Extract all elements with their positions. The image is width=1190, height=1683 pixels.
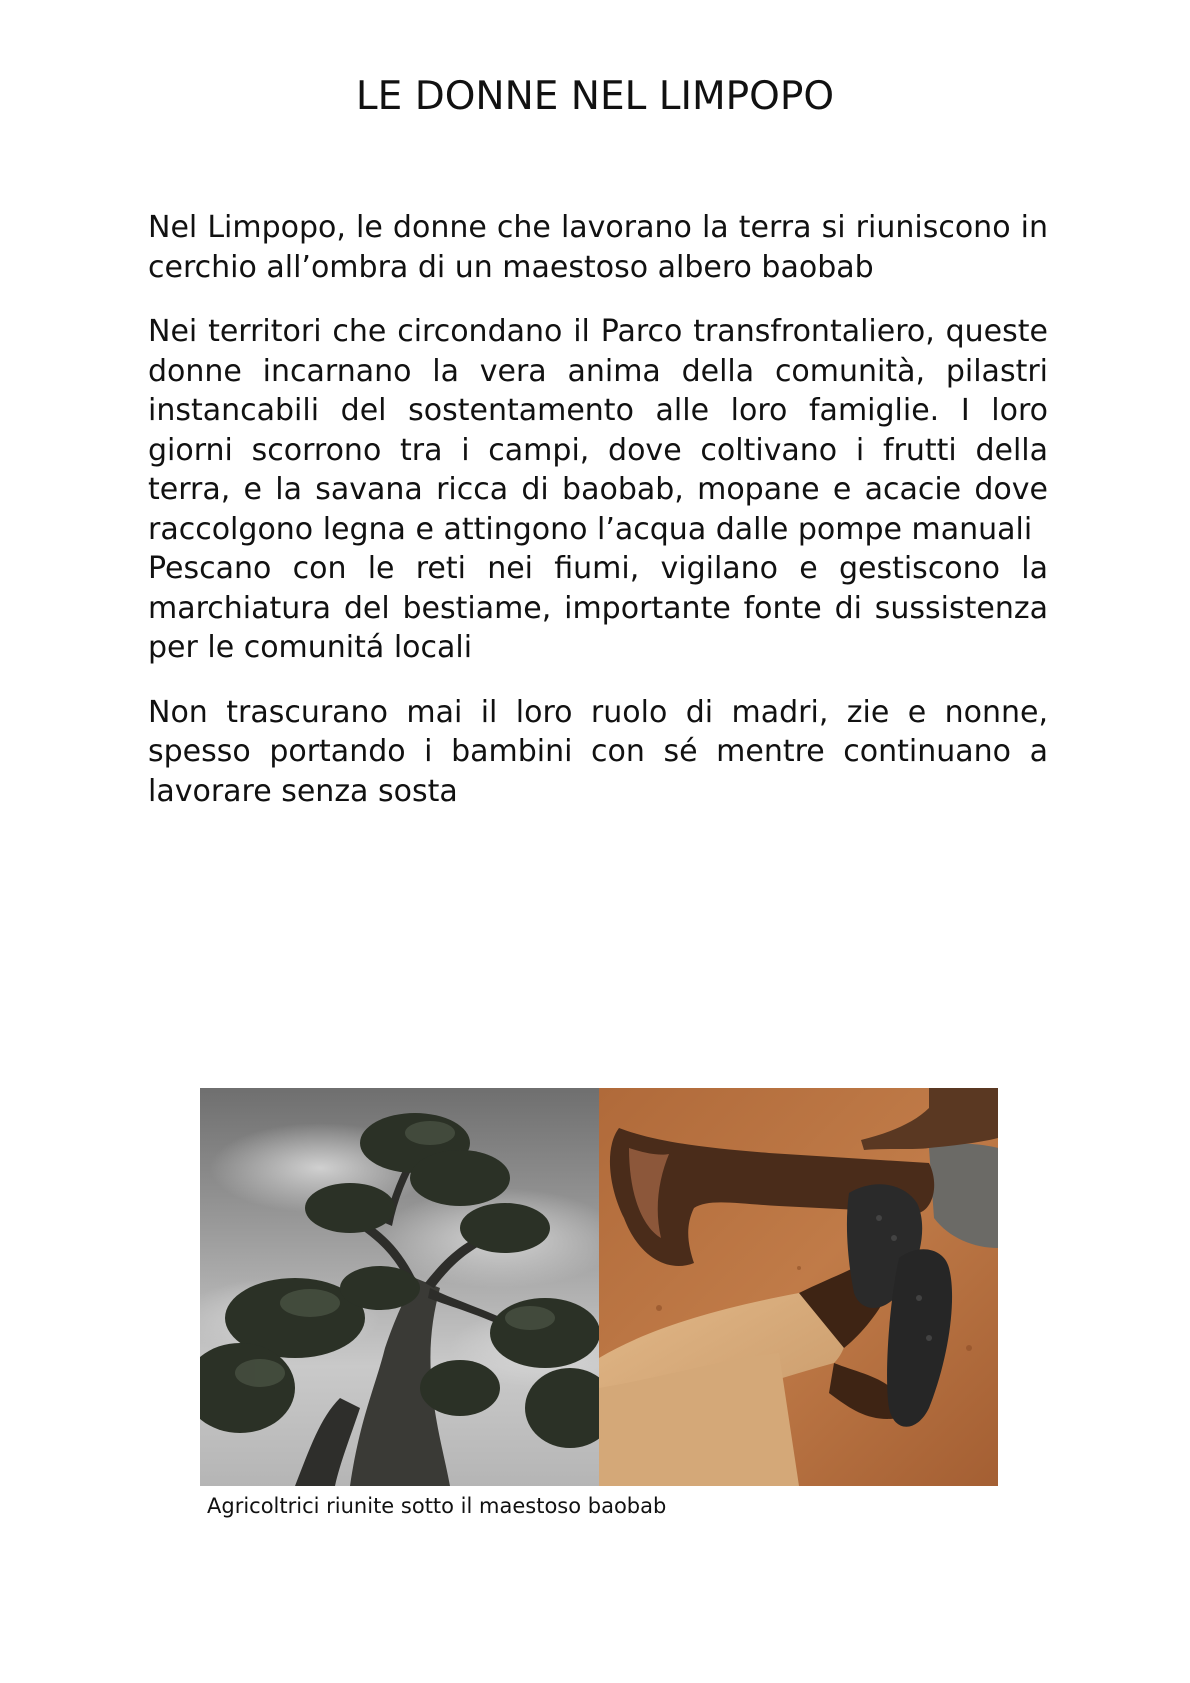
page-title: LE DONNE NEL LIMPOPO: [355, 74, 835, 119]
women-feet-photo: [599, 1088, 998, 1486]
paragraph-territories: Nei territori che circondano il Parco transfrontaliero, queste donne incarnano la vera anima della comunità, pilastri instancabili del sostentamento alle loro famiglie. I loro giorni scorrono tra i campi, dove coltivano i frutti della terra, e la savana ricca di baobab, mopane e acacie dove raccolgono legna e attingono l’acqua dalle pompe manuali: [148, 314, 1048, 547]
photo-caption: Agricoltrici riunite sotto il maestoso baobab: [207, 1494, 667, 1518]
paragraph-intro: Nel Limpopo, le donne che lavorano la terra si riuniscono in cerchio all’ombra di un maestoso albero baobab: [148, 210, 1048, 285]
paragraph-fishing: Pescano con le reti nei fiumi, vigilano e gestiscono la marchiatura del bestiame, importante fonte di sussistenza per le comunitá locali: [148, 551, 1048, 665]
body-text: [148, 208, 1048, 811]
photo-strip: [200, 1088, 998, 1486]
paragraph-mothers: Non trascurano mai il loro ruolo di madri, zie e nonne, spesso portando i bambini con sé mentre continuano a lavorare senza sosta: [148, 694, 1048, 809]
baobab-tree-photo: [200, 1088, 599, 1486]
